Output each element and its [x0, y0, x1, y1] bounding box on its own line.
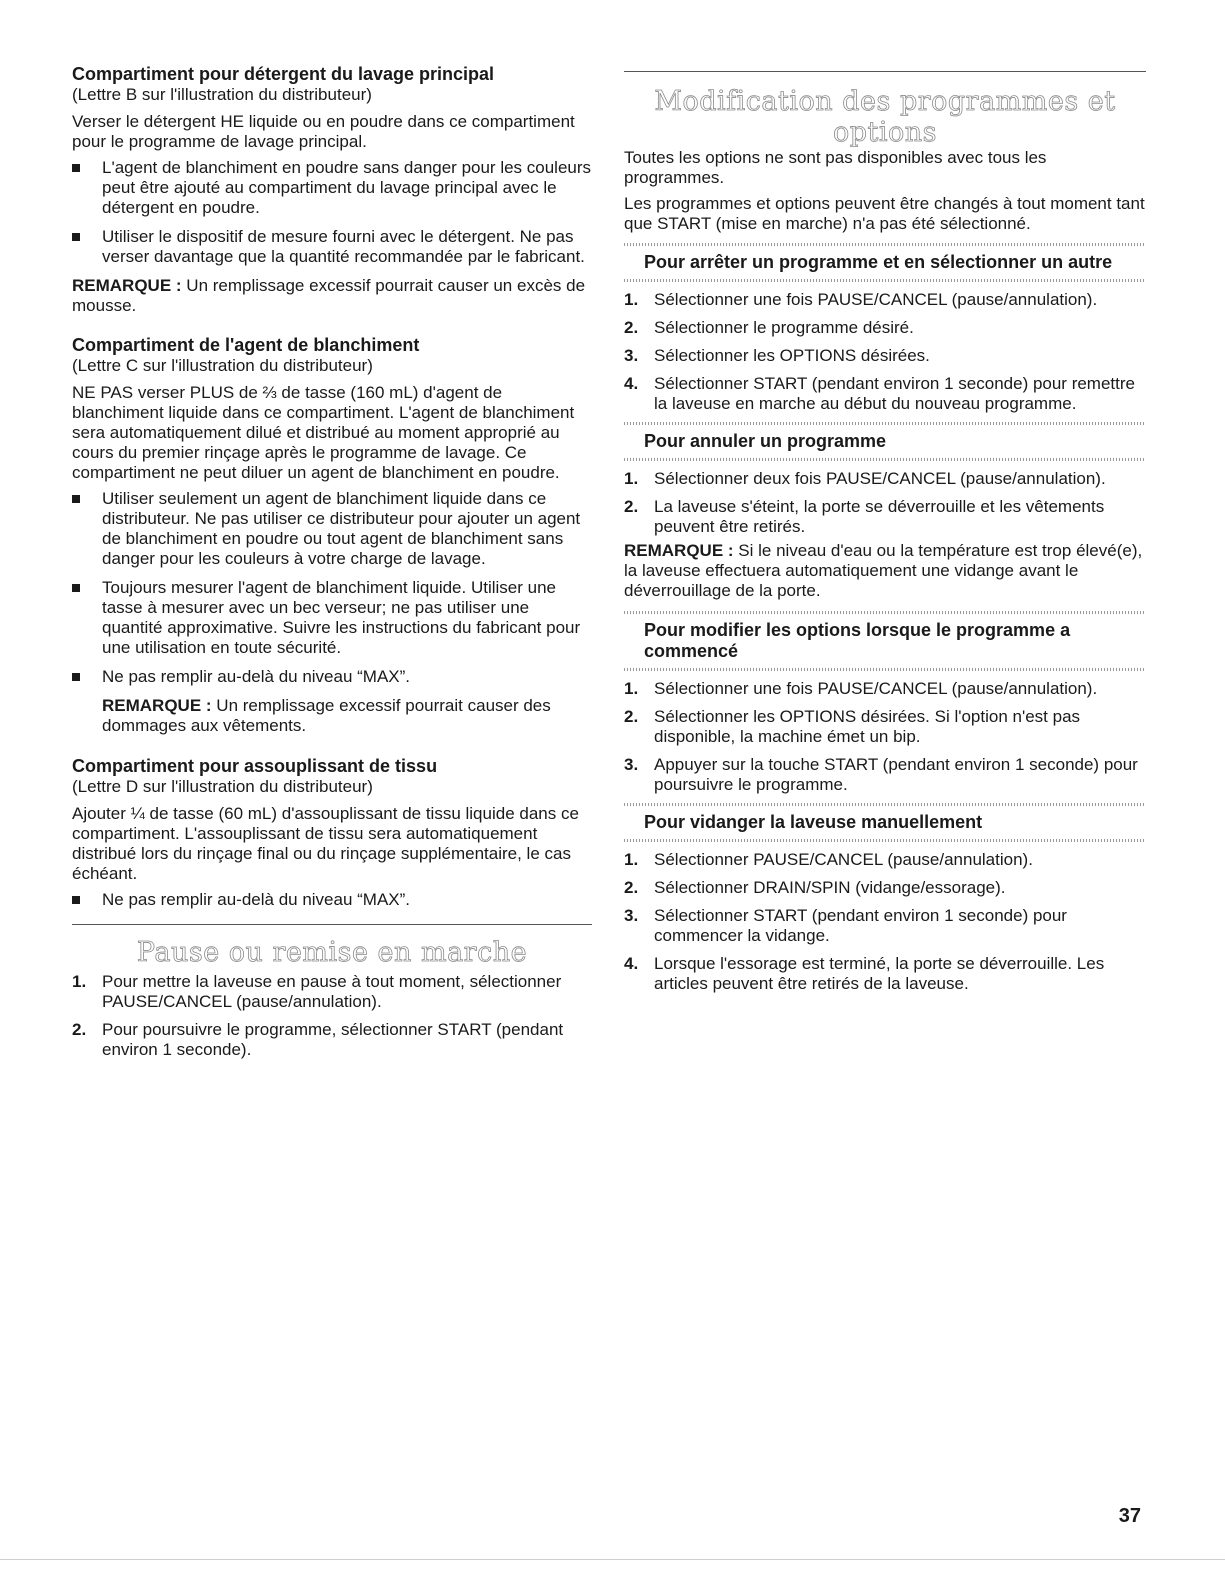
list-number: 2. [624, 878, 639, 897]
list-item [72, 578, 592, 658]
list-item-text: Toujours mesurer l'agent de blanchiment liquide. Utiliser une tasse à mesurer avec un bec verseur; ne pas utiliser une quantité approximative. Suivre les instructions du fabricant pour une utilisation en toute sécurité. [102, 578, 581, 657]
list-item [624, 469, 1146, 489]
list-item [72, 667, 592, 687]
subsection-title: Pour annuler un programme [644, 431, 887, 451]
list-item [624, 346, 1146, 366]
list-item [72, 890, 592, 910]
list-item-text: Pour poursuivre le programme, sélectionner START (pendant environ 1 seconde). [102, 1020, 564, 1059]
section-title: Compartiment pour assouplissant de tissu [72, 756, 438, 776]
section-divider [624, 71, 1146, 72]
bullet-icon [72, 896, 80, 904]
page-number: 37 [1118, 1505, 1141, 1527]
numbered-list [624, 850, 1146, 994]
hatch-divider [624, 279, 1146, 282]
list-item [624, 755, 1146, 795]
subsection-title: Pour modifier les options lorsque le programme a commencé [644, 620, 1071, 661]
section-subtitle: (Lettre B sur l'illustration du distributeur) [72, 85, 372, 104]
bullet-icon [72, 495, 80, 503]
list-number: 4. [624, 954, 639, 973]
section-subtitle: (Lettre C sur l'illustration du distributeur) [72, 356, 373, 375]
note-text: Un remplissage excessif pourrait causer des dommages aux vêtements. [102, 696, 551, 735]
list-item-text: Sélectionner une fois PAUSE/CANCEL (pause/annulation). [654, 679, 1098, 698]
intro-text: Les programmes et options peuvent être changés à tout moment tant que START (mise en marche) n'a pas été sélectionné. [624, 194, 1145, 233]
list-item-text: Appuyer sur la touche START (pendant environ 1 seconde) pour poursuivre le programme. [654, 755, 1138, 794]
bullet-list [72, 489, 592, 687]
subsection-header [624, 425, 1146, 458]
list-item-text: Pour mettre la laveuse en pause à tout moment, sélectionner PAUSE/CANCEL (pause/annulation). [102, 972, 562, 1011]
section-title: Compartiment pour détergent du lavage principal [72, 64, 495, 84]
list-item-text: L'agent de blanchiment en poudre sans danger pour les couleurs peut être ajouté au compartiment du lavage principal avec le détergent en poudre. [102, 158, 592, 217]
section-subtitle: (Lettre D sur l'illustration du distributeur) [72, 777, 373, 796]
list-item-text: Ne pas remplir au-delà du niveau “MAX”. [102, 890, 411, 909]
list-item-text: Sélectionner une fois PAUSE/CANCEL (pause/annulation). [654, 290, 1098, 309]
list-number: 4. [624, 374, 639, 393]
list-item-text: Sélectionner le programme désiré. [654, 318, 914, 337]
list-item [624, 374, 1146, 414]
subsection-header [624, 614, 1146, 668]
list-number: 1. [624, 850, 639, 869]
list-number: 1. [72, 972, 87, 991]
list-item [624, 850, 1146, 870]
list-item-text: Ne pas remplir au-delà du niveau “MAX”. [102, 667, 411, 686]
list-item-text: Sélectionner deux fois PAUSE/CANCEL (pause/annulation). [654, 469, 1106, 488]
note [624, 541, 1146, 601]
numbered-list [624, 469, 1146, 537]
note-text: Un remplissage excessif pourrait causer un excès de mousse. [72, 276, 586, 315]
list-number: 1. [624, 290, 639, 309]
pause-title: Pause ou remise en marche [136, 937, 528, 968]
numbered-list [624, 290, 1146, 414]
note [72, 696, 592, 736]
subsection-stop-program [624, 243, 1146, 414]
section-fabric-softener [72, 756, 592, 910]
list-item-text: La laveuse s'éteint, la porte se déverrouille et les vêtements peuvent être retirés. [654, 497, 1105, 536]
section-body: Verser le détergent HE liquide ou en poudre dans ce compartiment pour le programme de lavage principal. [72, 112, 575, 151]
section-body: Ajouter ¼ de tasse (60 mL) d'assouplissant de tissu liquide dans ce compartiment. L'assouplissant de tissu sera automatiquement distribué lors du rinçage final ou du rinçage supplémentaire, le cas échéant. [72, 804, 579, 883]
bullet-icon [72, 673, 80, 681]
list-item-text: Lorsque l'essorage est terminé, la porte se déverrouille. Les articles peuvent être retirés de la laveuse. [654, 954, 1105, 993]
list-item-text: Sélectionner les OPTIONS désirées. [654, 346, 930, 365]
bullet-icon [72, 584, 80, 592]
section-title: Compartiment de l'agent de blanchiment [72, 335, 420, 355]
numbered-list [624, 679, 1146, 795]
section-body: NE PAS verser PLUS de ⅔ de tasse (160 mL) d'agent de blanchiment liquide dans ce compartiment. L'agent de blanchiment sera automatiquement dilué et distribué au moment approprié au cours du premier rinçage après le programme de lavage. Ce compartiment ne peut diluer un agent de blanchiment en poudre. [72, 383, 575, 482]
numbered-list [72, 972, 592, 1060]
list-item-text: Sélectionner START (pendant environ 1 seconde) pour commencer la vidange. [654, 906, 1067, 945]
section-main-wash-detergent [72, 64, 592, 316]
note-label: REMARQUE : [72, 276, 182, 295]
list-item [624, 906, 1146, 946]
list-item [72, 158, 592, 218]
list-item-text: Sélectionner PAUSE/CANCEL (pause/annulation). [654, 850, 1033, 869]
list-number: 1. [624, 679, 639, 698]
list-item [72, 489, 592, 569]
list-number: 2. [72, 1020, 87, 1039]
list-number: 2. [624, 318, 639, 337]
list-item-text: Utiliser le dispositif de mesure fourni avec le détergent. Ne pas verser davantage que la quantité recommandée par le fabricant. [102, 227, 585, 266]
list-item [72, 227, 592, 267]
page-bottom-rule [0, 1559, 1225, 1560]
note [72, 276, 592, 316]
subsection-title: Pour arrêter un programme et en sélectionner un autre [644, 252, 1113, 272]
list-item [624, 679, 1146, 699]
modification-title: Modification des programmes et options [654, 86, 1116, 148]
subsection-modify-options [624, 611, 1146, 795]
hatch-divider [624, 839, 1146, 842]
list-item [624, 290, 1146, 310]
hatch-divider [624, 458, 1146, 461]
list-item-text: Utiliser seulement un agent de blanchiment liquide dans ce distributeur. Ne pas utiliser ce distributeur pour ajouter un agent de blanchiment en poudre ou tout agent de blanchiment sans danger pour les couleurs à votre charge de lavage. [102, 489, 581, 568]
hatch-divider [624, 668, 1146, 671]
bullet-list [72, 890, 592, 910]
list-item [72, 972, 592, 1012]
note-text: Si le niveau d'eau ou la température est trop élevé(e), la laveuse effectuera automatiquement une vidange avant le déverrouillage de la porte. [624, 541, 1143, 600]
list-item [624, 878, 1146, 898]
subsection-cancel-program [624, 422, 1146, 601]
list-item-text: Sélectionner DRAIN/SPIN (vidange/essorage). [654, 878, 1006, 897]
subsection-title: Pour vidanger la laveuse manuellement [644, 812, 983, 832]
list-number: 3. [624, 906, 639, 925]
list-number: 2. [624, 707, 639, 726]
list-item [624, 497, 1146, 537]
subsection-header [624, 806, 1146, 839]
left-column [72, 64, 592, 1068]
intro-text: Toutes les options ne sont pas disponibles avec tous les programmes. [624, 148, 1047, 187]
list-item [624, 318, 1146, 338]
section-pause [72, 924, 592, 1060]
list-item [624, 954, 1146, 994]
bullet-icon [72, 164, 80, 172]
list-item [624, 707, 1146, 747]
right-column [624, 64, 1146, 1002]
list-number: 3. [624, 346, 639, 365]
section-divider [72, 924, 592, 925]
note-label: REMARQUE : [624, 541, 734, 560]
list-number: 3. [624, 755, 639, 774]
list-item-text: Sélectionner START (pendant environ 1 seconde) pour remettre la laveuse en marche au début du nouveau programme. [654, 374, 1135, 413]
list-item-text: Sélectionner les OPTIONS désirées. Si l'option n'est pas disponible, la machine émet un bip. [654, 707, 1081, 746]
bullet-icon [72, 233, 80, 241]
subsection-header [624, 246, 1146, 279]
list-number: 1. [624, 469, 639, 488]
list-number: 2. [624, 497, 639, 516]
bullet-list [72, 158, 592, 267]
subsection-manual-drain [624, 803, 1146, 994]
section-bleach [72, 335, 592, 736]
list-item [72, 1020, 592, 1060]
note-label: REMARQUE : [102, 696, 212, 715]
